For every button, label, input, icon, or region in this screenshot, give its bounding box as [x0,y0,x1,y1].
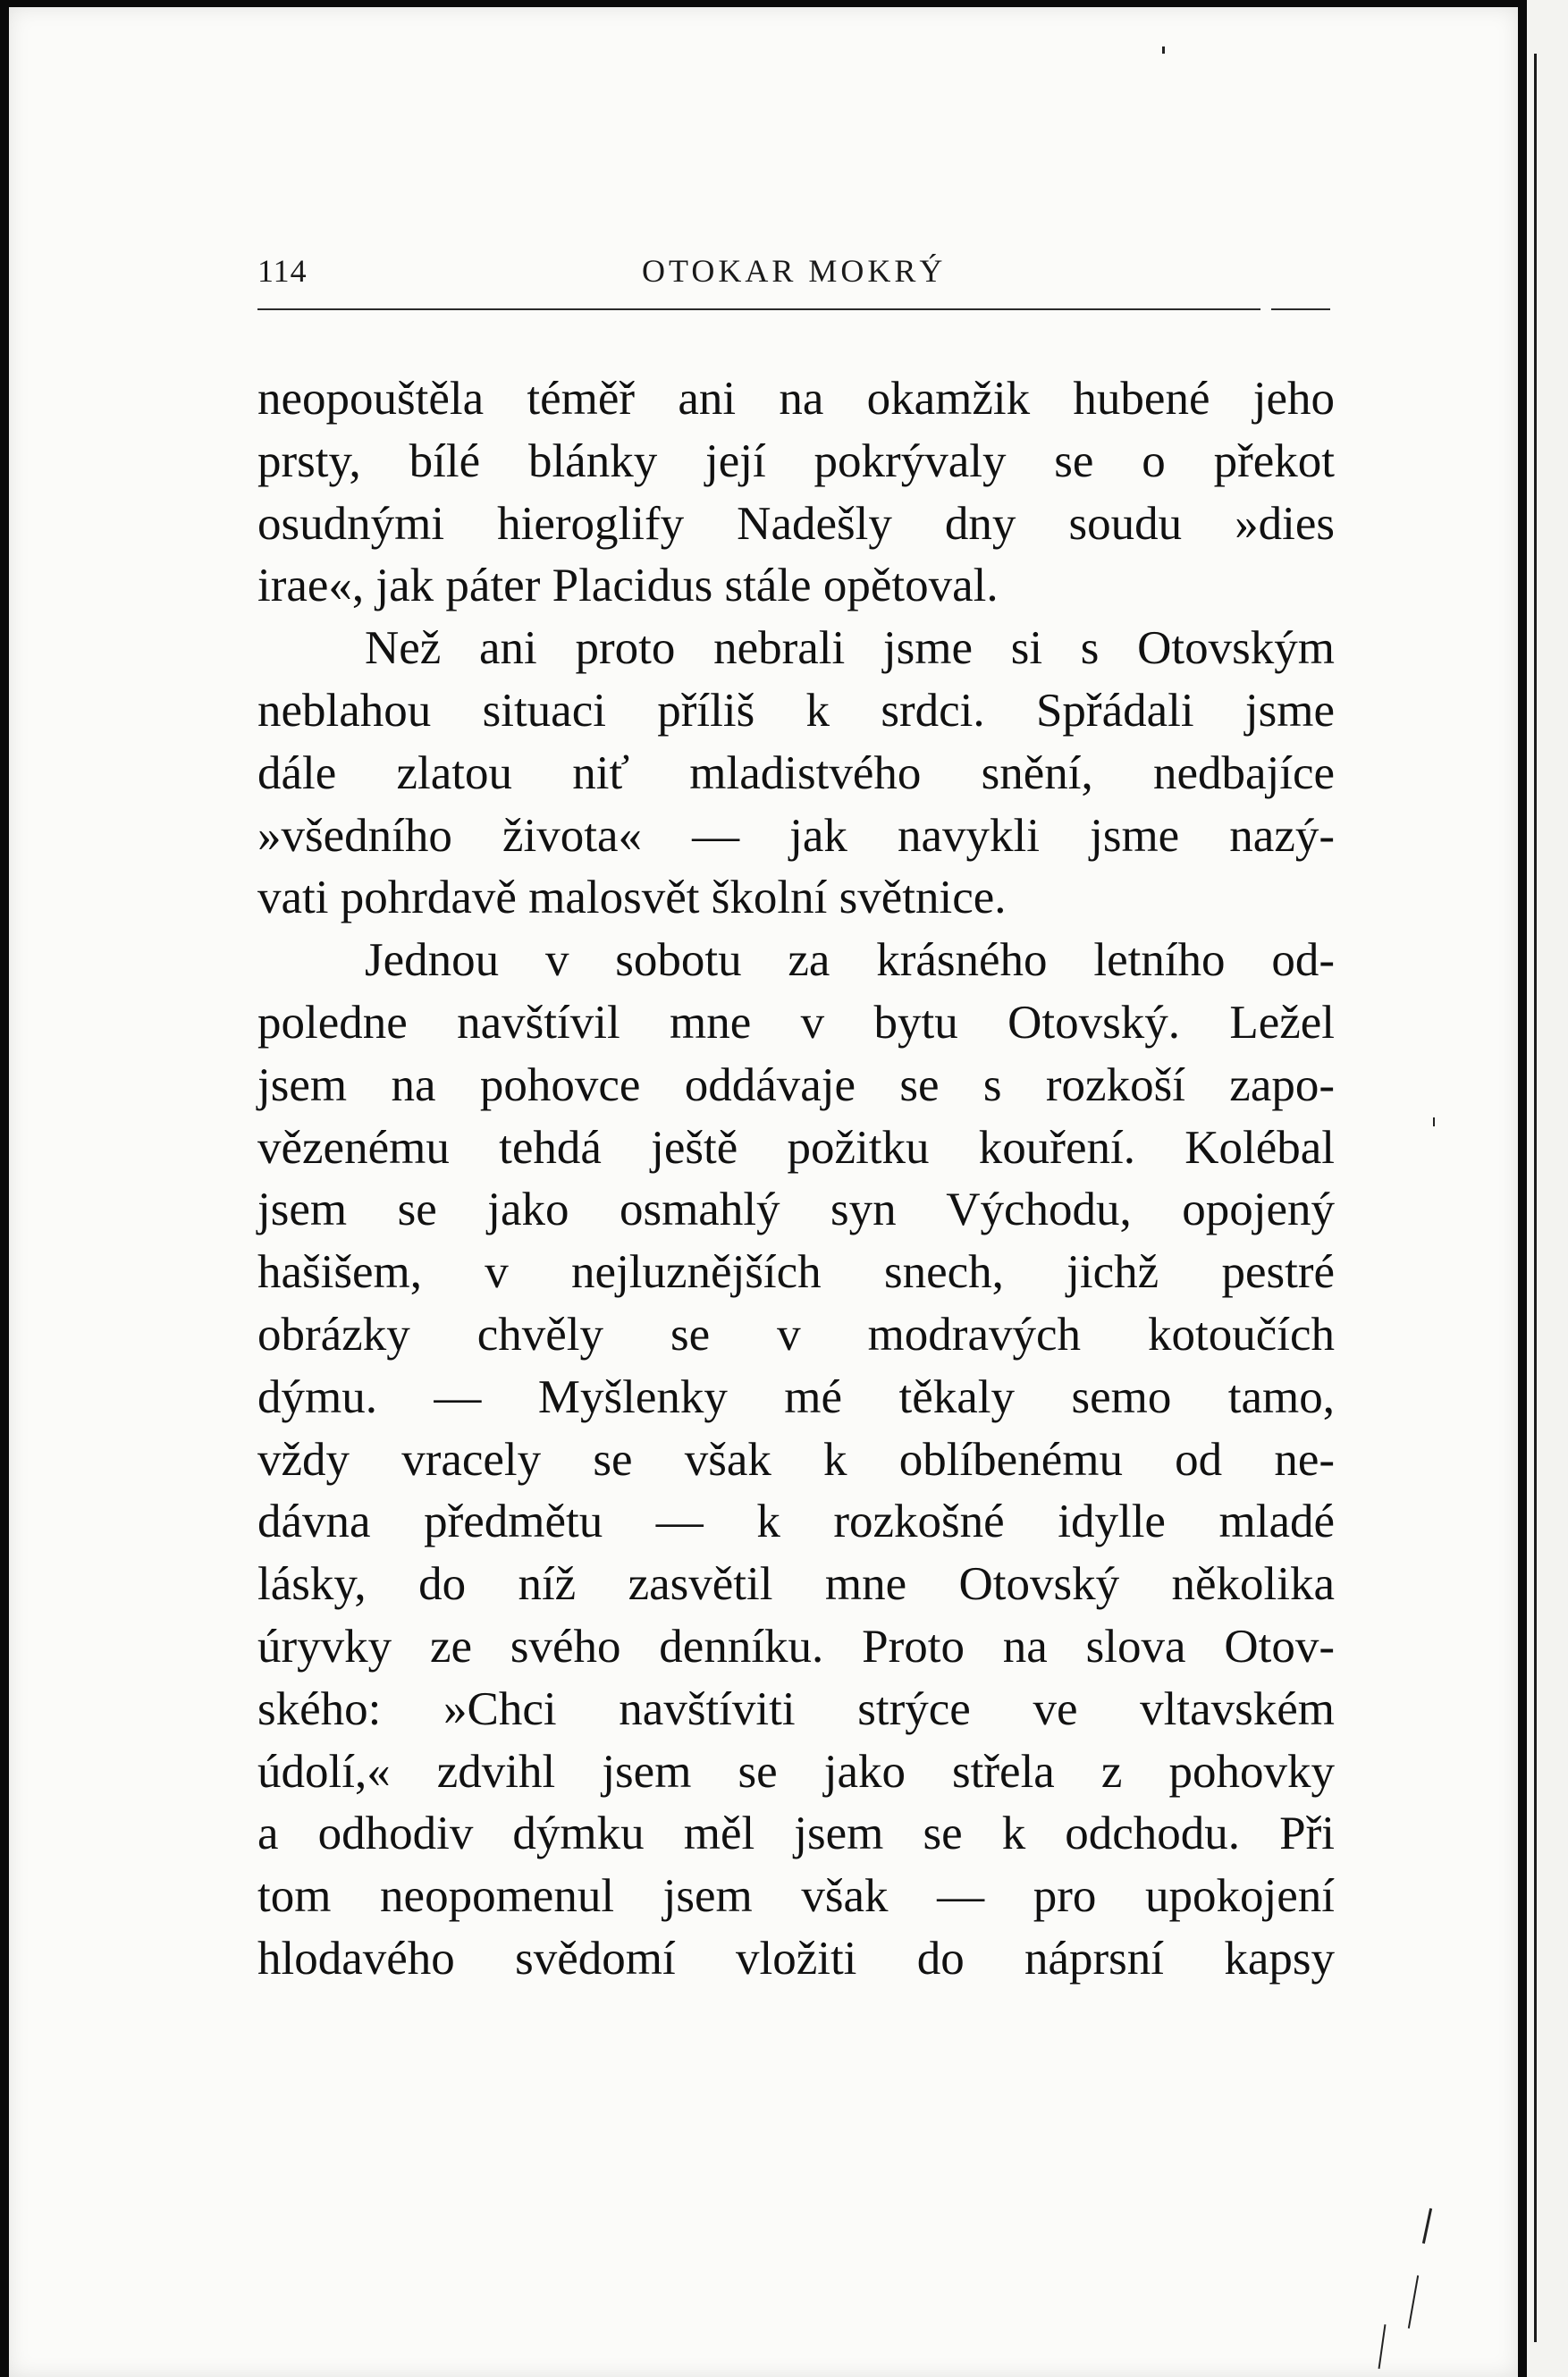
text-line: dále zlatou niť mladistvého snění, nedbajíce [257,746,1335,799]
running-header [257,252,1330,288]
text-line: ského: »Chci navštíviti strýce ve vltavském [257,1682,1335,1735]
text-line: vězenému tehdá ještě požitku kouření. Kolébal [257,1121,1335,1174]
text-line: osudnými hieroglify Nadešly dny soudu »dies [257,497,1335,550]
scan-mark [1162,46,1165,54]
text-line: irae«, jak páter Placidus stále opětoval. [257,560,999,612]
text-line: »všedního života« — jak navykli jsme nazý- [257,809,1335,862]
text-line: dávna předmětu — k rozkošné idylle mladé [257,1496,1335,1548]
running-title: OTOKAR MOKRÝ [642,253,947,289]
header-rule [257,308,1330,310]
header-rule-gap [1260,305,1271,314]
page-edge-line [1534,54,1537,2342]
scan-mark [1433,1117,1435,1126]
text-line: jsem na pohovce oddávaje se s rozkoší zapo- [257,1058,1335,1111]
body-text [257,368,1335,1991]
text-line: a odhodiv dýmku měl jsem se k odchodu. Při [257,1808,1335,1860]
text-line: neblahou situaci příliš k srdci. Spřádali jsme [257,684,1335,737]
text-line: lásky, do níž zasvětil mne Otovský několika [257,1558,1335,1611]
text-line: jsem se jako osmahlý syn Východu, opojený [257,1184,1335,1236]
text-line: prsty, bílé blánky její pokrývaly se o překot [257,434,1335,487]
page-number: 114 [257,253,308,289]
text-line: hlodavého svědomí vložiti do náprsní kapsy [257,1932,1335,1985]
text-line: dýmu. — Myšlenky mé těkaly semo tamo, [257,1370,1335,1423]
text-line: úryvky ze svého denníku. Proto na slova Otov- [257,1620,1335,1673]
text-line: vati pohrdavě malosvět školní světnice. [257,872,1007,924]
text-line: tom neopomenul jsem však — pro upokojení [257,1870,1335,1923]
page-edge [1527,0,1568,2377]
text-line: poledne navštívil mne v bytu Otovský. Ležel [257,996,1335,1049]
text-line: vždy vracely se však k oblíbenému od ne- [257,1433,1335,1486]
text-line: neopouštěla téměř ani na okamžik hubené jeho [257,373,1335,425]
text-line: Než ani proto nebrali jsme si s Otovským [365,622,1335,675]
text-line: Jednou v sobotu za krásného letního od- [365,934,1335,987]
text-line: hašišem, v nejluznějších snech, jichž pestré [257,1246,1335,1299]
text-line: údolí,« zdvihl jsem se jako střela z pohovky [257,1745,1335,1798]
text-line: obrázky chvěly se v modravých kotoučích [257,1308,1335,1361]
